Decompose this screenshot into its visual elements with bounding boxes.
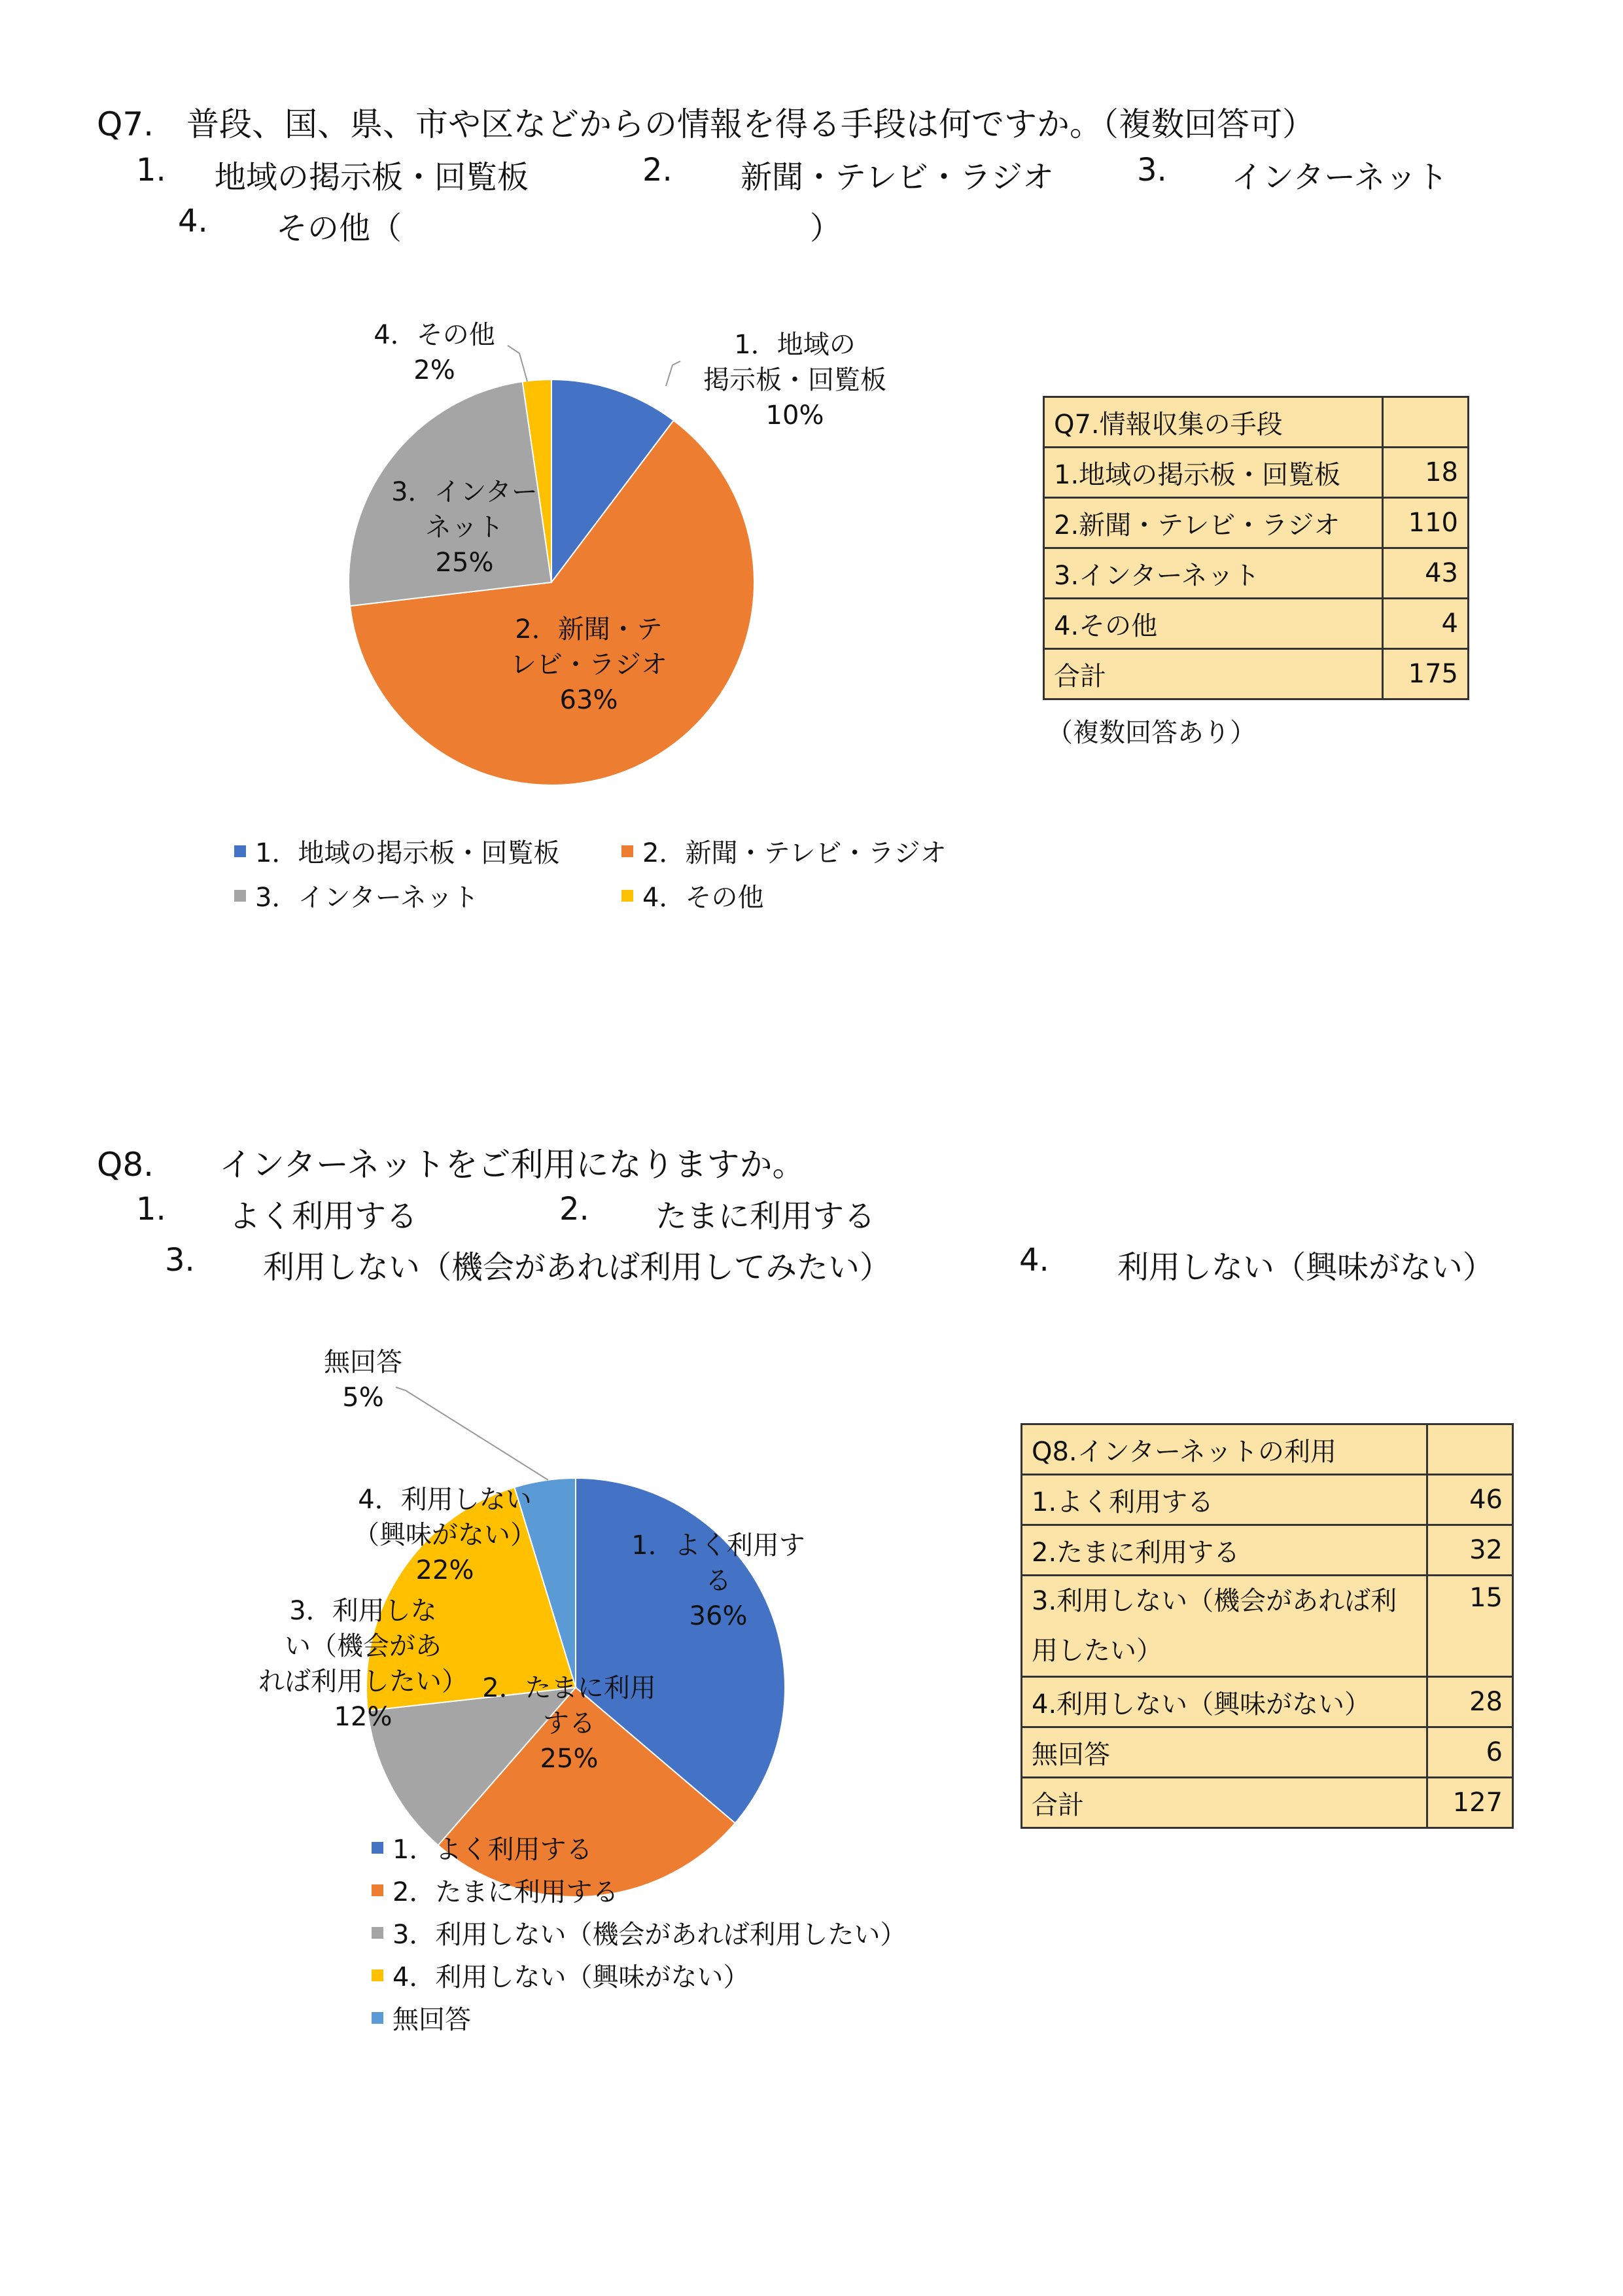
legend-swatch bbox=[621, 845, 633, 857]
table-cell-value: 127 bbox=[1427, 1778, 1513, 1828]
table-row bbox=[1044, 548, 1469, 599]
table-row bbox=[1022, 1525, 1513, 1576]
q8-slice-label-2: 2．たまに利用する 25% bbox=[482, 1673, 656, 1774]
legend-label: 3．インターネット bbox=[255, 883, 479, 913]
q8-slice-label-4: 4．利用しない（興味がない） 22% bbox=[353, 1485, 536, 1585]
q8-option-4-num: 4. bbox=[1019, 1242, 1049, 1279]
table-row bbox=[1022, 1475, 1513, 1525]
q7-leader-line-1 bbox=[666, 361, 680, 386]
q8-option-2-text: たまに利用する bbox=[655, 1198, 876, 1235]
q7-slice-label-1: 1．地域の掲示板・回覧板 10% bbox=[703, 330, 886, 431]
table-cell-value: 6 bbox=[1427, 1727, 1513, 1778]
legend-swatch bbox=[372, 1969, 383, 1981]
legend-swatch bbox=[372, 1927, 383, 1939]
q7-legend-item-1 bbox=[234, 832, 559, 870]
q7-option-3-text: インターネット bbox=[1231, 159, 1448, 196]
q7-slice-label-4: 4．その他 2% bbox=[374, 320, 495, 385]
table-cell-value: 43 bbox=[1383, 548, 1469, 599]
q7-option-2-text: 新聞・テレビ・ラジオ bbox=[741, 159, 1055, 196]
table-header-empty-cell bbox=[1427, 1424, 1513, 1475]
table-cell-label: 合計 bbox=[1044, 649, 1383, 699]
table-cell-label: 3.利用しない（機会があれば利 用したい） bbox=[1022, 1576, 1427, 1677]
table-row bbox=[1044, 448, 1469, 498]
legend-label: 4．その他 bbox=[642, 883, 764, 913]
table-cell-label: 4.利用しない（興味がない） bbox=[1022, 1677, 1427, 1727]
legend-label: 2．たまに利用する bbox=[393, 1877, 619, 1907]
q8-option-2-num: 2. bbox=[559, 1191, 589, 1227]
table-row bbox=[1022, 1727, 1513, 1778]
q8-slice-label-1: 1．よく利用する 36% bbox=[631, 1530, 805, 1631]
legend-label: 3．利用しない（機会があれば利用したい） bbox=[393, 1920, 907, 1950]
q7-note: （複数回答あり） bbox=[1047, 718, 1256, 748]
q7-title: Q7. 普段、国、県、市や区などからの情報を得る手段は何ですか。（複数回答可） bbox=[97, 105, 1316, 143]
q8-slice-label-5: 無回答 5% bbox=[324, 1347, 402, 1413]
legend-swatch bbox=[234, 890, 246, 902]
table-cell-value: 110 bbox=[1383, 498, 1469, 548]
table-cell-label: 合計 bbox=[1022, 1778, 1427, 1828]
legend-label: 4．利用しない（興味がない） bbox=[393, 1962, 750, 1992]
q7-option-4-num: 4. bbox=[178, 203, 208, 239]
q8-legend-item-5 bbox=[372, 1999, 471, 2036]
q7-legend-item-2 bbox=[621, 832, 947, 870]
table-row bbox=[1022, 1778, 1513, 1828]
q7-slice-label-2: 2．新聞・テレビ・ラジオ 63% bbox=[510, 614, 667, 715]
q7-option-1-num: 1. bbox=[136, 152, 166, 188]
table-cell-label: 4.その他 bbox=[1044, 599, 1383, 649]
table-row bbox=[1044, 599, 1469, 649]
legend-label: 1．よく利用する bbox=[393, 1835, 593, 1865]
table-header-cell: Q8.インターネットの利用 bbox=[1022, 1424, 1427, 1475]
q8-leader-line-5 bbox=[396, 1387, 548, 1480]
table-header-row bbox=[1022, 1424, 1513, 1475]
q7-option-2-num: 2. bbox=[642, 152, 672, 188]
table-cell-value: 15 bbox=[1427, 1576, 1513, 1677]
table-cell-label: 3.インターネット bbox=[1044, 548, 1383, 599]
table-row bbox=[1022, 1677, 1513, 1727]
q8-option-1-num: 1. bbox=[136, 1191, 166, 1227]
q8-legend-item-2 bbox=[372, 1871, 618, 1909]
legend-swatch bbox=[621, 890, 633, 902]
q7-option-3-num: 3. bbox=[1137, 152, 1167, 188]
table-header-row bbox=[1044, 397, 1469, 448]
table-cell-value: 18 bbox=[1383, 448, 1469, 498]
q7-slice-label-3: 3．インターネット 25% bbox=[391, 477, 538, 578]
table-cell-label: 1.地域の掲示板・回覧板 bbox=[1044, 448, 1383, 498]
q7-option-4-text: その他（ ） bbox=[276, 210, 842, 247]
table-row bbox=[1044, 498, 1469, 548]
q8-slice-label-3: 3．利用しない（機会があれば利用したい） 12% bbox=[258, 1596, 468, 1732]
table-cell-label: 2.新聞・テレビ・ラジオ bbox=[1044, 498, 1383, 548]
q8-legend-item-1 bbox=[372, 1829, 592, 1866]
q7-legend-item-3 bbox=[234, 877, 479, 914]
table-cell-value: 32 bbox=[1427, 1525, 1513, 1576]
legend-swatch bbox=[372, 2012, 383, 2024]
q7-summary-table bbox=[1043, 396, 1469, 700]
legend-swatch bbox=[372, 1842, 383, 1854]
q7-leader-line-4 bbox=[508, 345, 527, 381]
legend-swatch bbox=[372, 1884, 383, 1896]
table-cell-value: 46 bbox=[1427, 1475, 1513, 1525]
q7-option-1-text: 地域の掲示板・回覧板 bbox=[215, 159, 529, 196]
q8-legend-item-4 bbox=[372, 1956, 749, 1994]
q8-summary-table bbox=[1021, 1423, 1514, 1829]
legend-label: 1．地域の掲示板・回覧板 bbox=[255, 838, 560, 868]
table-row bbox=[1044, 649, 1469, 699]
legend-swatch bbox=[234, 845, 246, 857]
legend-label: 無回答 bbox=[393, 2005, 471, 2035]
legend-label: 2．新聞・テレビ・ラジオ bbox=[642, 838, 947, 868]
q8-legend-item-3 bbox=[372, 1914, 906, 1951]
table-header-cell: Q7.情報収集の手段 bbox=[1044, 397, 1383, 448]
table-cell-label: 1.よく利用する bbox=[1022, 1475, 1427, 1525]
q8-option-3-num: 3. bbox=[165, 1242, 195, 1279]
table-cell-value: 28 bbox=[1427, 1677, 1513, 1727]
q7-legend-item-4 bbox=[621, 877, 763, 914]
table-row bbox=[1022, 1576, 1513, 1677]
q8-option-4-text: 利用しない（興味がない） bbox=[1117, 1249, 1495, 1286]
table-cell-value: 4 bbox=[1383, 599, 1469, 649]
q8-option-1-text: よく利用する bbox=[229, 1198, 418, 1235]
q8-option-3-text: 利用しない（機会があれば利用してみたい） bbox=[263, 1249, 892, 1286]
table-header-empty-cell bbox=[1383, 397, 1469, 448]
table-cell-label: 2.たまに利用する bbox=[1022, 1525, 1427, 1576]
table-cell-value: 175 bbox=[1383, 649, 1469, 699]
table-cell-label: 無回答 bbox=[1022, 1727, 1427, 1778]
q8-title: Q8. インターネットをご利用になりますか。 bbox=[97, 1146, 805, 1184]
